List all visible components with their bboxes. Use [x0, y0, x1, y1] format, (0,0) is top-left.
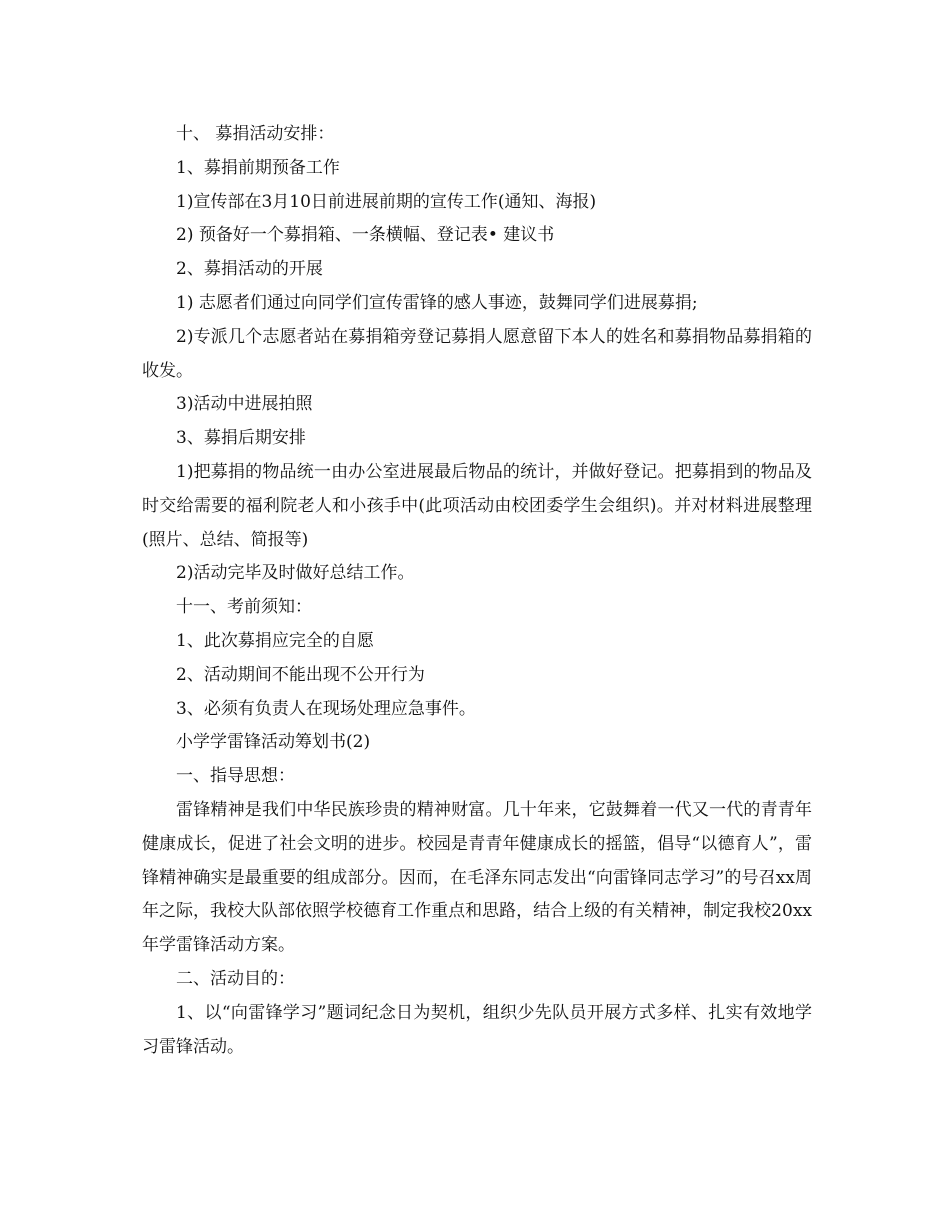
paragraph-responsible-person: 3、必须有负责人在现场处理应急事件。: [176, 698, 476, 719]
paragraph-purpose-1: 1、以“向雷锋学习”题词纪念日为契机，组织少先队员开展方式多样、扎实有效地学习雷锋活动。: [142, 1002, 812, 1057]
heading-activity-purpose: 二、活动目的：: [176, 968, 295, 989]
heading-guiding-thought: 一、指导思想：: [176, 766, 295, 787]
paragraph-statistics: 1)把募捐的物品统一由办公室进展最后物品的统计，并做好登记。把募捐到的物品及时交给需要的福利院老人和小孩手中(此项活动由校团委学生会组织)。并对材料进展整理(照片、总结、简报等): [142, 461, 812, 550]
paragraph-no-unfair: 2、活动期间不能出现不公开行为: [176, 664, 425, 685]
paragraph-lei-feng-spirit: 雷锋精神是我们中华民族珍贵的精神财富。几十年来，它鼓舞着一代又一代的青青年健康成长，促进了社会文明的进步。校园是青青年健康成长的摇篮，倡导“以德育人”，雷锋精神确实是最重要的组成部分。因而，在毛泽东同志发出“向雷锋同志学习”的号召xx周年之际，我校大队部依照学校德育工作重点和思路，结合上级的有关精神，制定我校20xx年学雷锋活动方案。: [142, 799, 812, 956]
paragraph-photos: 3)活动中进展拍照: [176, 394, 313, 415]
paragraph-volunteers: 1) 志愿者们通过向同学们宣传雷锋的感人事迹，鼓舞同学们进展募捐;: [176, 292, 698, 313]
paragraph-summary-work: 2)活动完毕及时做好总结工作。: [176, 563, 415, 584]
paragraph-registration: 2)专派几个志愿者站在募捐箱旁登记募捐人愿意留下本人的姓名和募捐物品募捐箱的收发。: [142, 326, 812, 381]
heading-section-10: 十、 募捐活动安排：: [176, 124, 335, 144]
document-body: [142, 118, 812, 1064]
paragraph-activity-start: 2、募捐活动的开展: [176, 259, 323, 280]
paragraph-post-arrangement: 3、募捐后期安排: [176, 428, 306, 449]
document-subtitle: 小学学雷锋活动筹划书(2): [176, 732, 371, 753]
heading-section-11: 十一、考前须知：: [176, 597, 312, 618]
paragraph-materials: 2) 预备好一个募捐箱、一条横幅、登记表• 建议书: [176, 225, 555, 246]
paragraph-publicity: 1)宣传部在3月10日前进展前期的宣传工作(通知、海报): [176, 191, 597, 212]
paragraph-voluntary: 1、此次募捐应完全的自愿: [176, 630, 374, 651]
paragraph-pre-prep: 1、募捐前期预备工作: [176, 157, 340, 178]
